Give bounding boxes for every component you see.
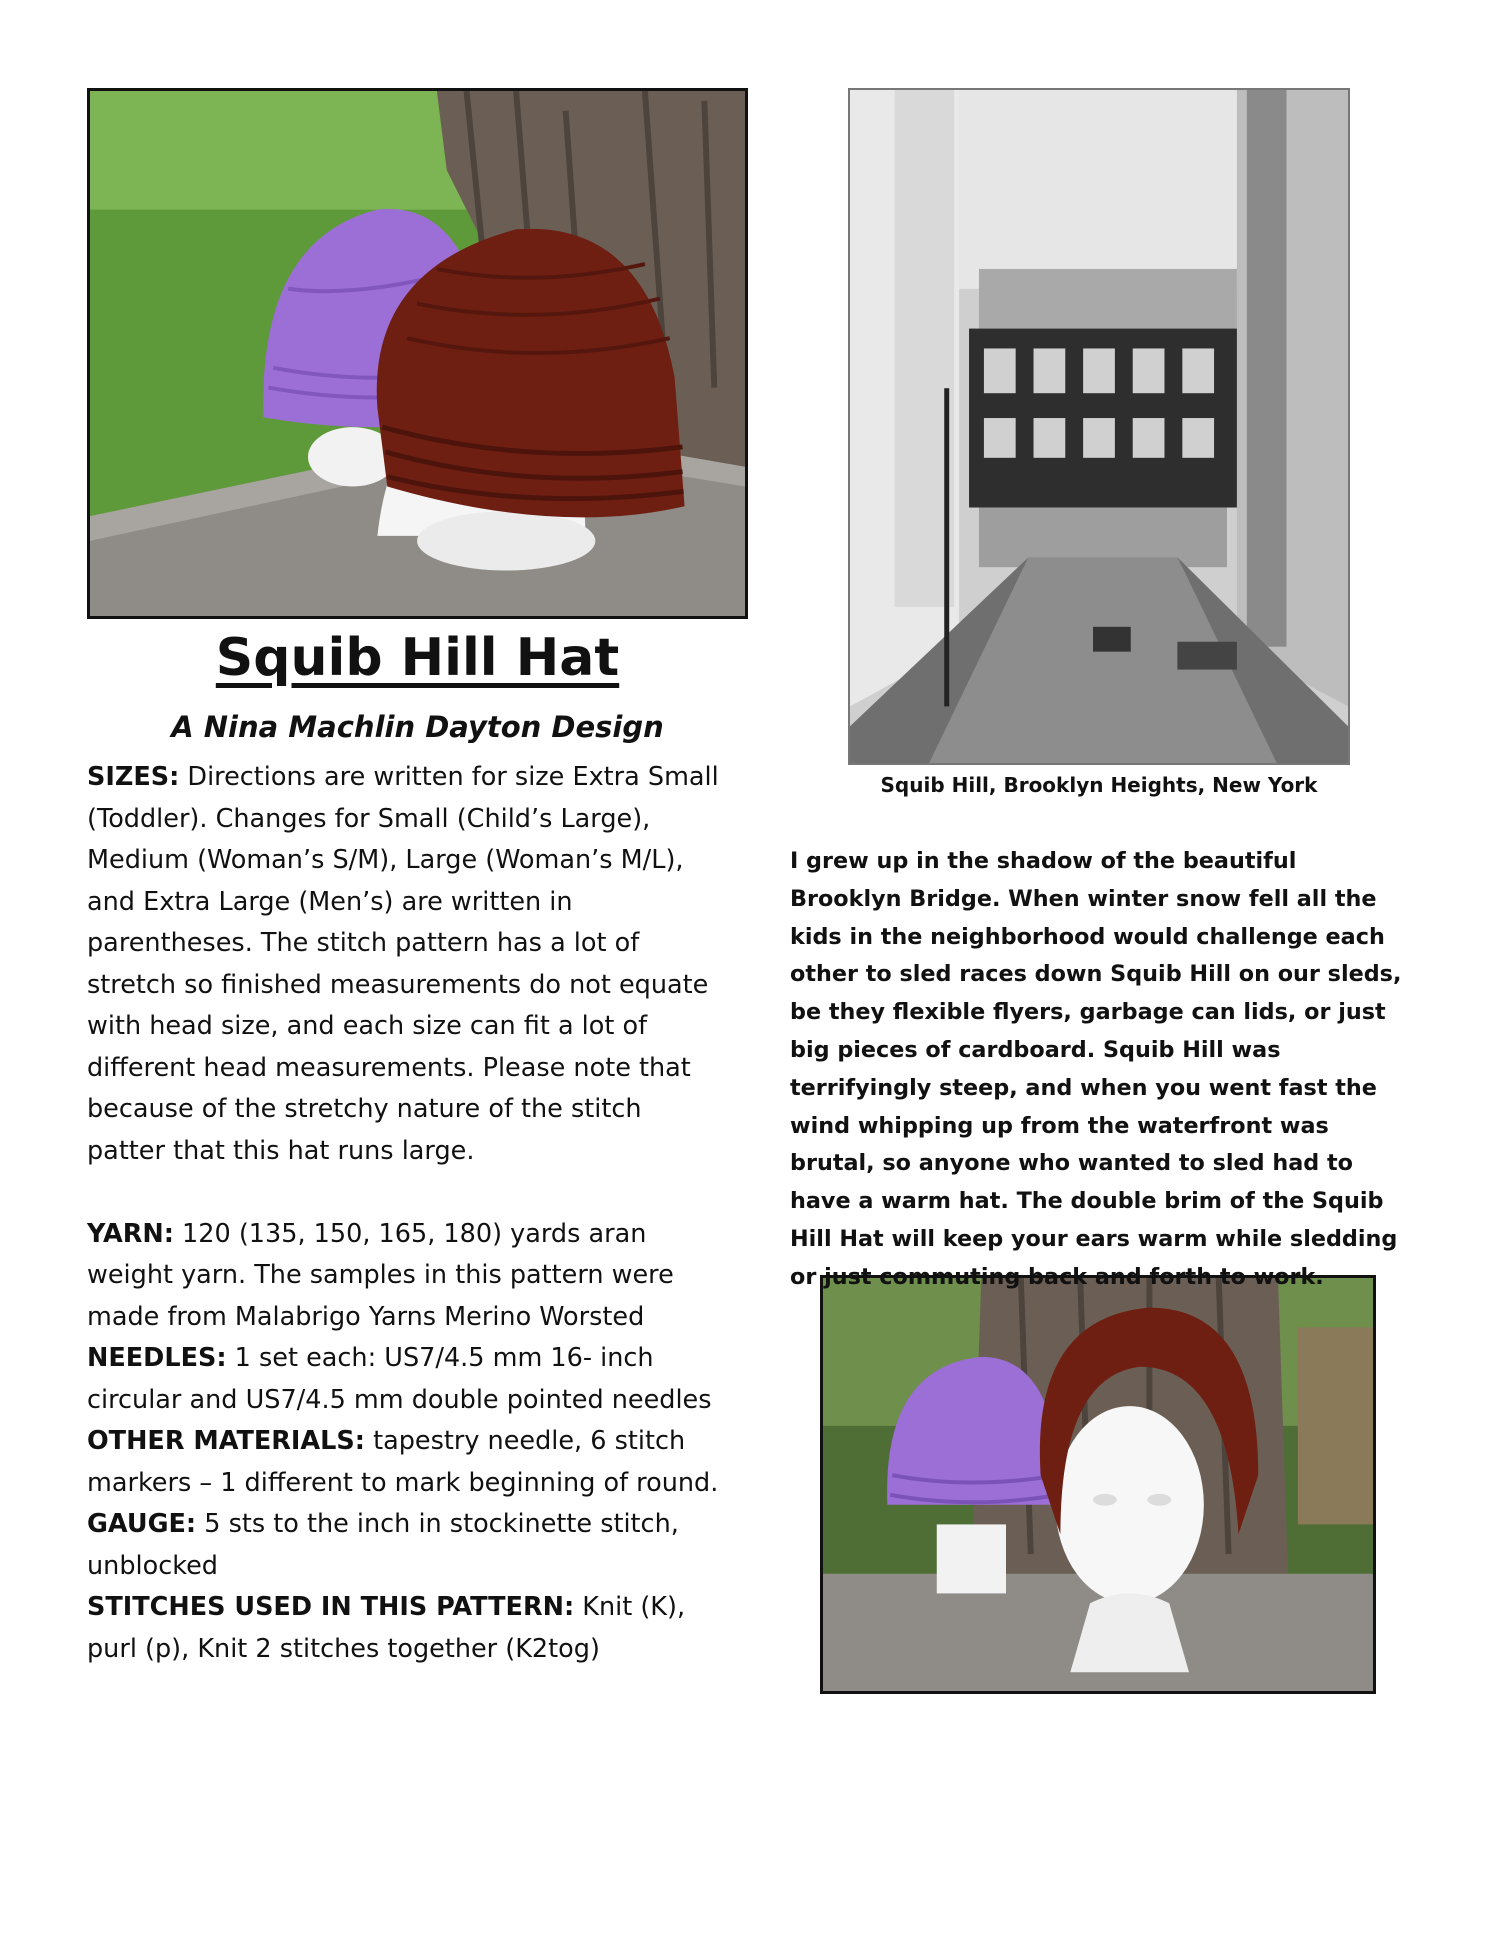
sizes-paragraph (87, 757, 727, 1172)
other-materials-text: tapestry needle, 6 stitch markers – 1 different to mark beginning of round. (87, 1426, 719, 1498)
gauge-label: GAUGE: (87, 1509, 197, 1539)
stitches-text: Knit (K), purl (p), Knit 2 stitches together (K2tog) (87, 1592, 686, 1664)
yarn-paragraph (87, 1214, 727, 1339)
gauge-text: 5 sts to the inch in stockinette stitch, unblocked (87, 1509, 679, 1581)
gauge-paragraph (87, 1504, 727, 1587)
yarn-label: YARN: (87, 1218, 174, 1249)
other-materials-paragraph (87, 1421, 727, 1504)
hats-photo (87, 88, 748, 619)
page-title: Squib Hill Hat (215, 628, 620, 688)
needles-label: NEEDLES: (87, 1343, 227, 1373)
hats-on-heads-photo (820, 1275, 1376, 1694)
needles-paragraph (87, 1338, 727, 1421)
photo-caption: Squib Hill, Brooklyn Heights, New York (880, 773, 1318, 797)
sizes-label: SIZES: (87, 762, 180, 792)
needles-text: 1 set each: US7/4.5 mm 16- inch circular and US7/4.5 mm double pointed needles (87, 1343, 712, 1415)
designer-subtitle: A Nina Machlin Dayton Design (171, 710, 664, 744)
sizes-text: Directions are written for size Extra Small (Toddler). Changes for Small (Child’s Large), Medium (Woman’s S/M), Large (Woman’s M/L), and Extra Large (Men’s) are written in parentheses. The stitch pattern has a lot of stretch so finished measurements do not equate with head size, and each size can fit a lot of different head measurements. Please note that because of the stretchy nature of the stitch patter that this hat runs large. (87, 762, 719, 1166)
story-paragraph: I grew up in the shadow of the beautiful Brooklyn Bridge. When winter snow fell all the kids in the neighborhood would challenge each other to sled races down Squib Hill on our sleds, be they flexible flyers, garbage can lids, or just big pieces of cardboard. Squib Hill was terrifyingly steep, and when you went fast the wind whipping up from the waterfront was brutal, so anyone who wanted to sled had to have a warm hat. The double brim of the Squib Hill Hat will keep your ears warm while sledding or just commuting back and forth to work. (790, 848, 1402, 1290)
stitches-label: STITCHES USED IN THIS PATTERN: (87, 1592, 575, 1622)
stitches-paragraph (87, 1587, 727, 1670)
yarn-text: 120 (135, 150, 165, 180) yards aran weight yarn. The samples in this pattern were made from Malabrigo Yarns Merino Worsted (87, 1218, 674, 1332)
pattern-details (87, 757, 727, 1670)
squib-hill-photo (848, 88, 1350, 765)
other-materials-label: OTHER MATERIALS: (87, 1426, 365, 1456)
